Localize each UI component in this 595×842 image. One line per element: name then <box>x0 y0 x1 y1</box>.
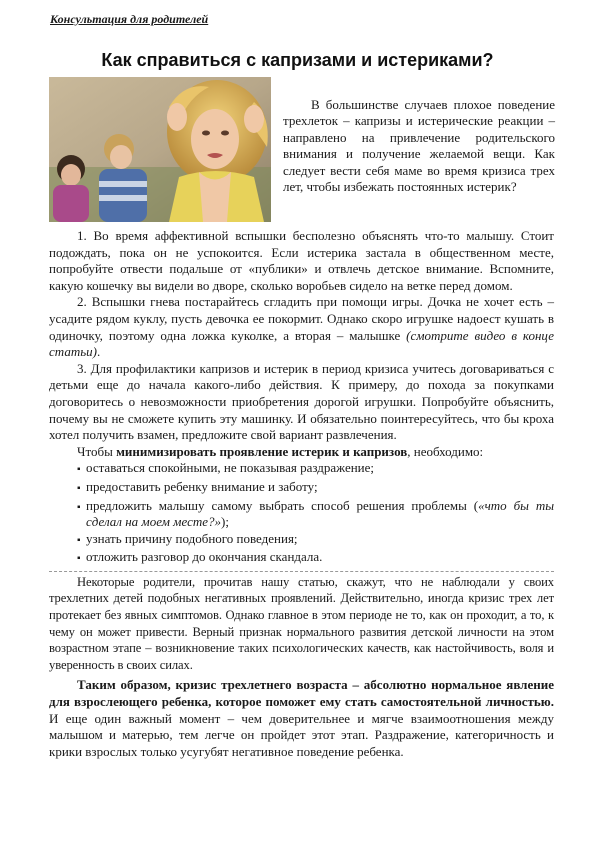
bullet-icon <box>77 479 86 498</box>
note-paragraph: Некоторые родители, прочитав нашу статью, скажут, что не наблюдали у своих трехлетних детей подобных негативных проявлений. Действительно, иногда кризис трех лет протекает без явных симптомов. Однако главное в этом периоде не то, как он проходит, а то, к чему он может привести. Верный признак нормального развития детской личности на этом возрастном этапе – возникновение таких психологических качеств, как настойчивость, воля и уверенность в своих силах. <box>49 574 554 672</box>
bullet-text: отложить разговор до окончания скандала. <box>86 549 323 565</box>
conclusion-text: И еще один важный момент – чем доверительнее и мягче взаимоотношения между малышом и матерью, тем легче он пройдет этот этап. Раздражение, категоричность и крики взрослых только усугубят негативное поведение ребенка. <box>49 710 554 759</box>
point-2-text: 2. Вспышки гнева постарайтесь сгладить при помощи игры. Дочка не хочет есть – усадите рядом куклу, пусть девочка ее покормит. Однако скоро игрушке надоест кушать в одиночку, поэтому одна ложка куколке, а вторая – малышке <box>49 294 554 343</box>
list-intro-start: Чтобы <box>77 443 117 459</box>
bullet-text: предоставить ребенку внимание и заботу; <box>86 478 318 494</box>
conclusion-emphasis: Таким образом, кризис трехлетнего возраста – абсолютно нормальное явление для взрослеющего ребенка, которое поможет ему стать самостоятельной личностью. <box>49 677 554 710</box>
article-title: Как справиться с капризами и истериками? <box>101 50 494 70</box>
bullet-item <box>49 479 554 498</box>
video-note: (смотрите видео в конце статьи) <box>49 327 554 360</box>
list-intro-emphasis: минимизировать проявление истерик и капризов <box>116 443 408 459</box>
bullet-item <box>49 549 554 568</box>
bullet-item <box>49 460 554 479</box>
article-photo <box>49 77 271 222</box>
bullet-icon <box>77 531 86 550</box>
bullet-text <box>86 498 554 531</box>
point-3: 3. Для профилактики капризов и истерик в период кризиса учитесь договариваться с детьми еще до начала какого-либо действия. К примеру, до похода за покупками договоритесь о невозможности приобретения дорогой игрушки. Попробуйте объяснить, почему вы не сможете купить эту машинку. И обязательно поинтересуйтесь, что бы кроха хотел получить взамен, предложите свой вариант развлечения. <box>49 360 554 443</box>
bullet-item <box>49 498 554 531</box>
bullet-icon <box>77 498 86 531</box>
bullet-text-main: предложить малышу самому выбрать способ решения проблемы ( <box>86 497 479 513</box>
list-intro-end: , необходимо: <box>407 443 484 459</box>
bullet-text: узнать причину подобного поведения; <box>86 530 298 546</box>
conclusion-paragraph <box>49 677 554 760</box>
point-2: 2. Вспышки гнева постарайтесь сгладить при помощи игры. Дочка не хочет есть – усадите рядом куклу, пусть девочка ее покормит. Однако скоро игрушке надоест кушать в одиночку, поэтому одна ложка куколке, а вторая – малышке (смотрите видео в конце статьи). <box>49 294 554 360</box>
section-header: Консультация для родителей <box>50 12 209 26</box>
section-divider <box>49 571 554 572</box>
photo-illustration <box>49 77 271 222</box>
article-body <box>49 228 554 760</box>
bullet-text-end: ); <box>221 514 229 530</box>
bullet-icon <box>77 549 86 568</box>
point-1: 1. Во время аффективной вспышки бесполезно объяснять что-то малышу. Стоит подождать, пока он не успокоится. Если истерика застала в общественном месте, попробуйте отвести подальше от «публики» и отвлечь детское внимание. Вспомните, какую кошечку вы видели во дворе, сколько воробьев сидело на ветке перед домом. <box>49 228 554 293</box>
list-intro <box>49 444 554 461</box>
bullet-text-quote: «что бы ты сделал на моем месте?» <box>86 497 555 530</box>
bullet-item <box>49 531 554 550</box>
intro-paragraph: В большинстве случаев плохое поведение трехлеток – капризы и истерические реакции – направлено на привлечение родительского внимания и получение желаемой вещи. Как следует вести себя маме во время кризиса трех лет, чтобы избежать постоянных истерик? <box>283 97 555 195</box>
bullet-text: оставаться спокойными, не показывая раздражение; <box>86 460 375 476</box>
bullet-icon <box>77 460 86 479</box>
